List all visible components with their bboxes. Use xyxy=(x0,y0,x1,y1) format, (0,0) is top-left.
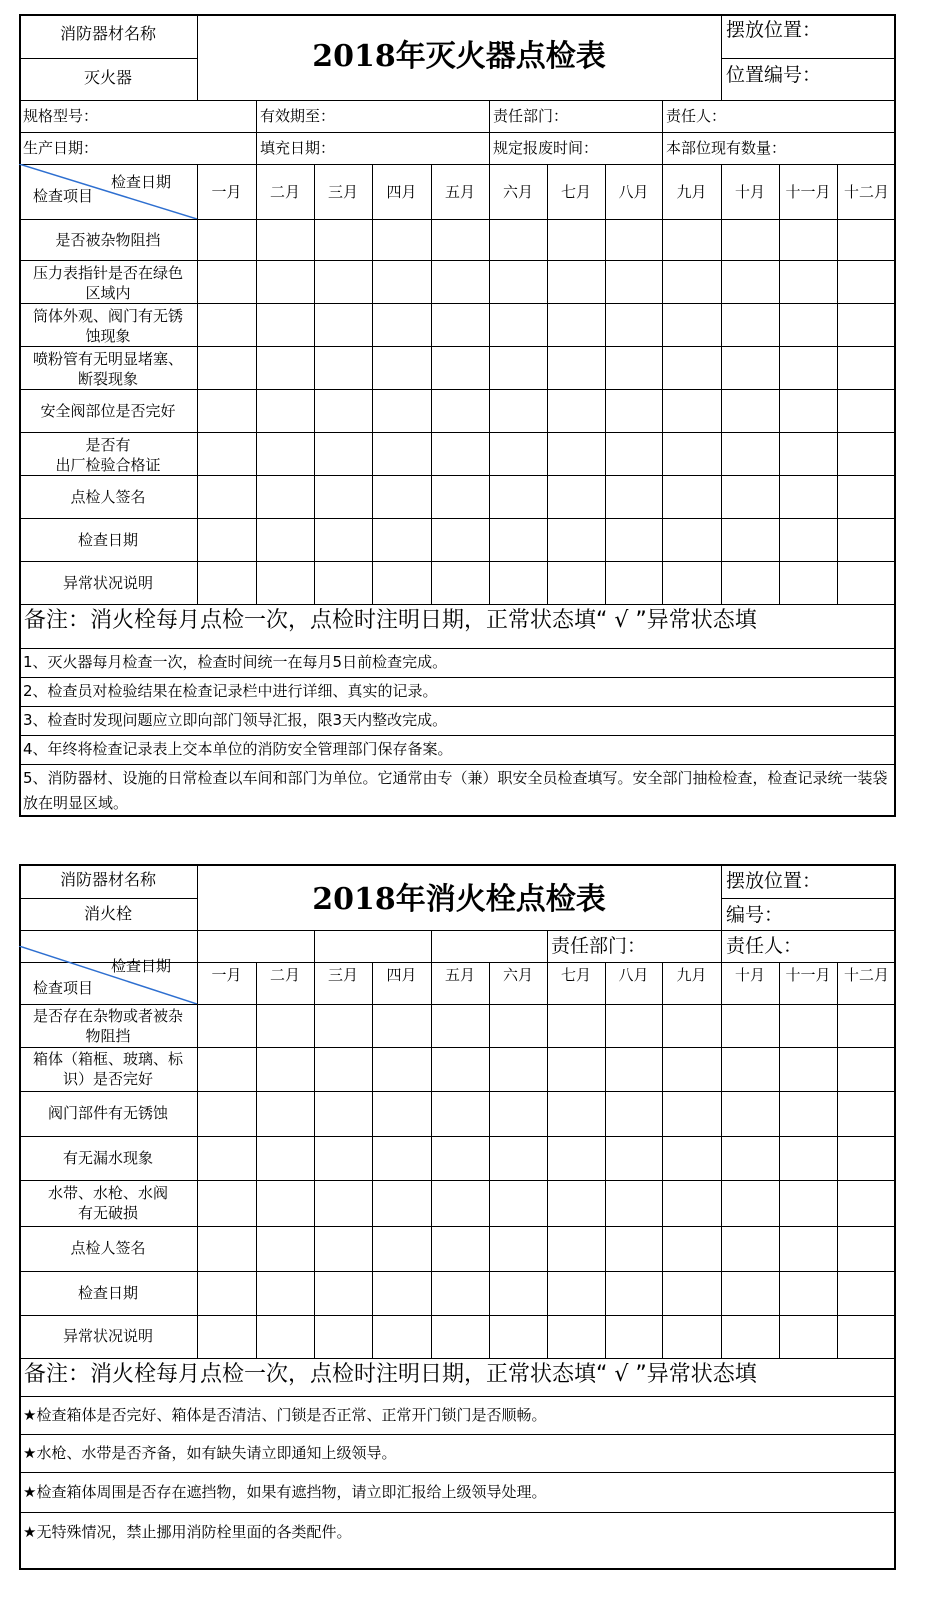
grid-line xyxy=(19,561,896,562)
grid-line xyxy=(19,219,896,220)
grid-line xyxy=(662,164,663,604)
inspection-item: 筒体外观、阀门有无锈 xyxy=(32,307,183,325)
grid-line xyxy=(19,58,197,59)
inspection-item: 是否被杂物阻挡 xyxy=(55,231,161,249)
grid-line xyxy=(19,1358,896,1359)
responsible-dept-label: 责任部门： xyxy=(493,107,569,125)
grid-line xyxy=(19,735,896,736)
grid-line xyxy=(197,164,198,604)
grid-line xyxy=(605,164,606,604)
grid-line xyxy=(837,164,838,604)
grid-line xyxy=(19,475,896,476)
grid-line xyxy=(19,1226,896,1227)
inspection-date-label: 检查日期 xyxy=(77,531,138,549)
grid-line xyxy=(721,164,722,604)
grid-line xyxy=(779,164,780,604)
grid-line xyxy=(721,898,896,899)
month-header: 七月 xyxy=(560,966,591,984)
grid-line xyxy=(662,100,663,164)
note-item: 2、检查员对检验结果在检查记录栏中进行详细、真实的记录。 xyxy=(23,682,438,700)
equipment-name-label: 消防器材名称 xyxy=(59,24,156,43)
grid-line xyxy=(19,898,197,899)
month-header: 十一月 xyxy=(785,966,831,984)
month-header: 五月 xyxy=(444,183,475,201)
spec-model-label: 规格型号： xyxy=(23,107,99,125)
abnormal-status-label: 异常状况说明 xyxy=(62,1327,153,1345)
grid-line xyxy=(721,864,722,962)
inspection-item: 区域内 xyxy=(85,284,131,302)
abnormal-status-label: 异常状况说明 xyxy=(62,574,153,592)
month-header: 十二月 xyxy=(843,183,889,201)
inspection-item: 阀门部件有无锈蚀 xyxy=(47,1104,168,1122)
grid-line xyxy=(489,100,490,164)
grid-line xyxy=(19,648,896,649)
month-header: 九月 xyxy=(676,966,707,984)
grid-line xyxy=(19,764,896,765)
inspector-signature-label: 点检人签名 xyxy=(70,488,146,506)
responsible-dept-label: 责任部门： xyxy=(551,935,647,957)
grid-line xyxy=(19,260,896,261)
placement-label: 摆放位置： xyxy=(726,19,822,41)
month-header: 六月 xyxy=(502,183,533,201)
inspection-item: 物阻挡 xyxy=(85,1027,131,1045)
equipment-name-label: 消防器材名称 xyxy=(59,870,156,889)
grid-line xyxy=(489,164,490,604)
grid-line xyxy=(721,14,722,100)
inspection-item: 有无破损 xyxy=(77,1204,138,1222)
responsible-person-label: 责任人： xyxy=(726,935,803,957)
grid-line xyxy=(605,962,606,1358)
grid-line xyxy=(372,962,373,1358)
corner-item-label: 检查项目 xyxy=(33,979,94,997)
grid-line xyxy=(19,1434,896,1435)
grid-line xyxy=(19,518,896,519)
grid-line xyxy=(19,132,896,133)
grid-line xyxy=(19,1136,896,1137)
month-header: 十月 xyxy=(734,966,765,984)
month-header: 七月 xyxy=(560,183,591,201)
month-header: 十二月 xyxy=(843,966,889,984)
grid-line xyxy=(19,930,896,931)
month-header: 六月 xyxy=(502,966,533,984)
corner-item-label: 检查项目 xyxy=(33,187,94,205)
note-item: ★水枪、水带是否齐备，如有缺失请立即通知上级领导。 xyxy=(23,1444,397,1462)
corner-date-label: 检查日期 xyxy=(111,173,172,191)
month-header: 一月 xyxy=(211,183,242,201)
grid-line xyxy=(256,100,257,164)
production-date-label: 生产日期： xyxy=(23,139,99,157)
grid-line xyxy=(19,1091,896,1092)
month-header: 二月 xyxy=(269,966,300,984)
grid-line xyxy=(19,677,896,678)
inspection-item: 水带、水枪、水阀 xyxy=(47,1184,168,1202)
note-item: 5、消防器材、设施的日常检查以车间和部门为单位。它通常由专（兼）职安全员检查填写。安全部门抽检检查，检查记录统一装袋放在明显区域。 xyxy=(23,769,888,812)
grid-line xyxy=(314,164,315,604)
month-header: 九月 xyxy=(676,183,707,201)
month-header: 八月 xyxy=(618,966,649,984)
remark-text: 备注：消火栓每月点检一次，点检时注明日期，正常状态填“ √ ”异常状态填 xyxy=(24,1362,757,1387)
grid-line xyxy=(197,930,198,1358)
grid-line xyxy=(19,100,896,101)
grid-line xyxy=(779,962,780,1358)
month-header: 五月 xyxy=(444,966,475,984)
inspection-item: 有无漏水现象 xyxy=(62,1149,153,1167)
current-quantity-label: 本部位现有数量： xyxy=(666,139,787,157)
month-header: 三月 xyxy=(327,966,358,984)
inspection-item: 出厂检验合格证 xyxy=(55,456,161,474)
inspection-item: 蚀现象 xyxy=(85,327,131,345)
grid-line xyxy=(19,1472,896,1473)
equipment-name-value: 消火栓 xyxy=(83,904,132,923)
grid-line xyxy=(431,164,432,604)
responsible-person-label: 责任人： xyxy=(666,107,727,125)
grid-line xyxy=(19,706,896,707)
inspection-item: 安全阀部位是否完好 xyxy=(40,402,176,420)
note-item: 4、年终将检查记录表上交本单位的消防安全管理部门保存备案。 xyxy=(23,740,453,758)
grid-line xyxy=(721,962,722,1358)
hydrant-inspection-form xyxy=(19,864,916,1584)
grid-line xyxy=(662,962,663,1358)
grid-line xyxy=(19,1047,896,1048)
inspection-item: 喷粉管有无明显堵塞、 xyxy=(32,350,183,368)
position-number-label: 位置编号： xyxy=(726,64,822,86)
inspection-item: 箱体（箱框、玻璃、标 xyxy=(32,1050,183,1068)
grid-line xyxy=(19,1180,896,1181)
remark-text: 备注：消火栓每月点检一次，点检时注明日期，正常状态填“ √ ”异常状态填 xyxy=(24,608,757,633)
inspection-item: 识）是否完好 xyxy=(62,1070,153,1088)
grid-line xyxy=(431,930,432,1358)
inspection-item: 断裂现象 xyxy=(77,370,138,388)
grid-line xyxy=(547,930,548,1358)
form-title: 2018年灭火器点检表 xyxy=(312,39,606,74)
note-item: ★检查箱体周围是否存在遮挡物，如果有遮挡物，请立即汇报给上级领导处理。 xyxy=(23,1483,547,1501)
inspection-item: 是否存在杂物或者被杂 xyxy=(32,1007,183,1025)
month-header: 一月 xyxy=(211,966,242,984)
scrap-time-label: 规定报废时间： xyxy=(493,139,599,157)
grid-line xyxy=(256,164,257,604)
month-header: 二月 xyxy=(269,183,300,201)
form-title: 2018年消火栓点检表 xyxy=(312,882,606,917)
fill-date-label: 填充日期： xyxy=(260,139,336,157)
month-header: 三月 xyxy=(327,183,358,201)
placement-label: 摆放位置： xyxy=(726,870,822,892)
valid-until-label: 有效期至： xyxy=(260,107,336,125)
equipment-name-value: 灭火器 xyxy=(83,68,132,87)
month-header: 十一月 xyxy=(785,183,831,201)
month-header: 四月 xyxy=(386,183,417,201)
note-item: 1、灭火器每月检查一次，检查时间统一在每月5日前检查完成。 xyxy=(23,653,448,671)
inspection-item: 压力表指针是否在绿色 xyxy=(32,264,183,282)
grid-line xyxy=(547,164,548,604)
inspection-date-label: 检查日期 xyxy=(77,1284,138,1302)
grid-line xyxy=(314,930,315,1358)
grid-line xyxy=(19,389,896,390)
grid-line xyxy=(19,1315,896,1316)
grid-line xyxy=(19,346,896,347)
grid-line xyxy=(372,164,373,604)
grid-line xyxy=(19,1396,896,1397)
grid-line xyxy=(19,1004,896,1005)
grid-line xyxy=(837,962,838,1358)
grid-line xyxy=(256,962,257,1358)
inspector-signature-label: 点检人签名 xyxy=(70,1239,146,1257)
note-item: ★检查箱体是否完好、箱体是否清洁、门锁是否正常、正常开门锁门是否顺畅。 xyxy=(23,1406,547,1424)
grid-line xyxy=(19,432,896,433)
grid-line xyxy=(19,303,896,304)
grid-line xyxy=(19,1271,896,1272)
inspection-item: 是否有 xyxy=(85,436,131,454)
corner-date-label: 检查日期 xyxy=(111,957,172,975)
grid-line xyxy=(19,604,896,605)
extinguisher-inspection-form xyxy=(19,14,916,834)
grid-line xyxy=(721,58,896,59)
note-item: ★无特殊情况，禁止挪用消防栓里面的各类配件。 xyxy=(23,1523,352,1541)
grid-line xyxy=(19,1512,896,1513)
month-header: 四月 xyxy=(386,966,417,984)
month-header: 八月 xyxy=(618,183,649,201)
grid-line xyxy=(489,962,490,1358)
note-item: 3、检查时发现问题应立即向部门领导汇报，限3天内整改完成。 xyxy=(23,711,448,729)
month-header: 十月 xyxy=(734,183,765,201)
number-label: 编号： xyxy=(726,904,784,926)
